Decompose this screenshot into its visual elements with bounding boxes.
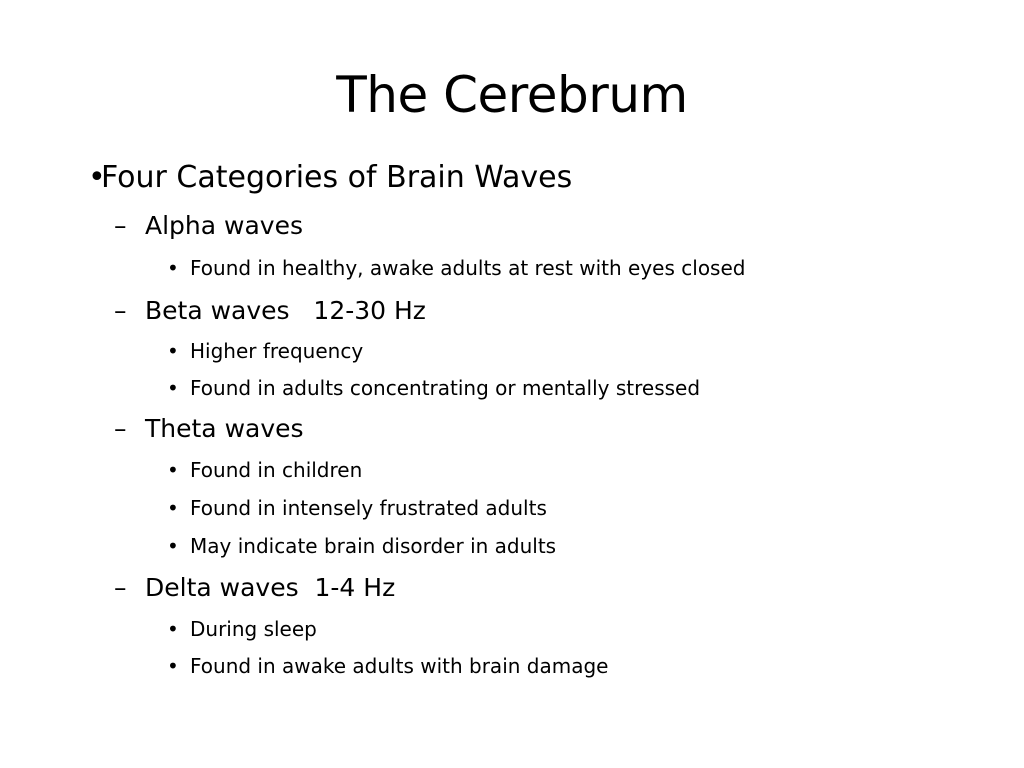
bullet-marker: • [167,256,179,280]
dash-marker: – [114,414,127,443]
bullet-level3: Found in adults concentrating or mentally stressed [190,376,701,400]
dash-marker: – [114,573,127,602]
bullet-marker: • [88,160,106,195]
bullet-marker: • [167,458,179,482]
bullet-marker: • [167,654,179,678]
bullet-level3: Found in awake adults with brain damage [190,654,609,678]
bullet-level2: Beta waves 12-30 Hz [145,296,426,325]
slide-title: The Cerebrum [336,66,688,124]
bullet-marker: • [167,376,179,400]
bullet-marker: • [167,496,179,520]
bullet-level2: Delta waves 1-4 Hz [145,573,396,602]
bullet-level2: Alpha waves [145,211,303,240]
bullet-marker: • [167,617,179,641]
bullet-level3: Found in healthy, awake adults at rest with eyes closed [190,256,746,280]
bullet-level2: Theta waves [145,414,304,443]
bullet-level3: Higher frequency [190,339,364,363]
bullet-level3: Found in children [190,458,363,482]
bullet-level3: May indicate brain disorder in adults [190,534,557,558]
dash-marker: – [114,211,127,240]
bullet-level1: Four Categories of Brain Waves [101,160,573,195]
bullet-marker: • [167,339,179,363]
bullet-marker: • [167,534,179,558]
bullet-level3: During sleep [190,617,317,641]
bullet-level3: Found in intensely frustrated adults [190,496,547,520]
dash-marker: – [114,296,127,325]
